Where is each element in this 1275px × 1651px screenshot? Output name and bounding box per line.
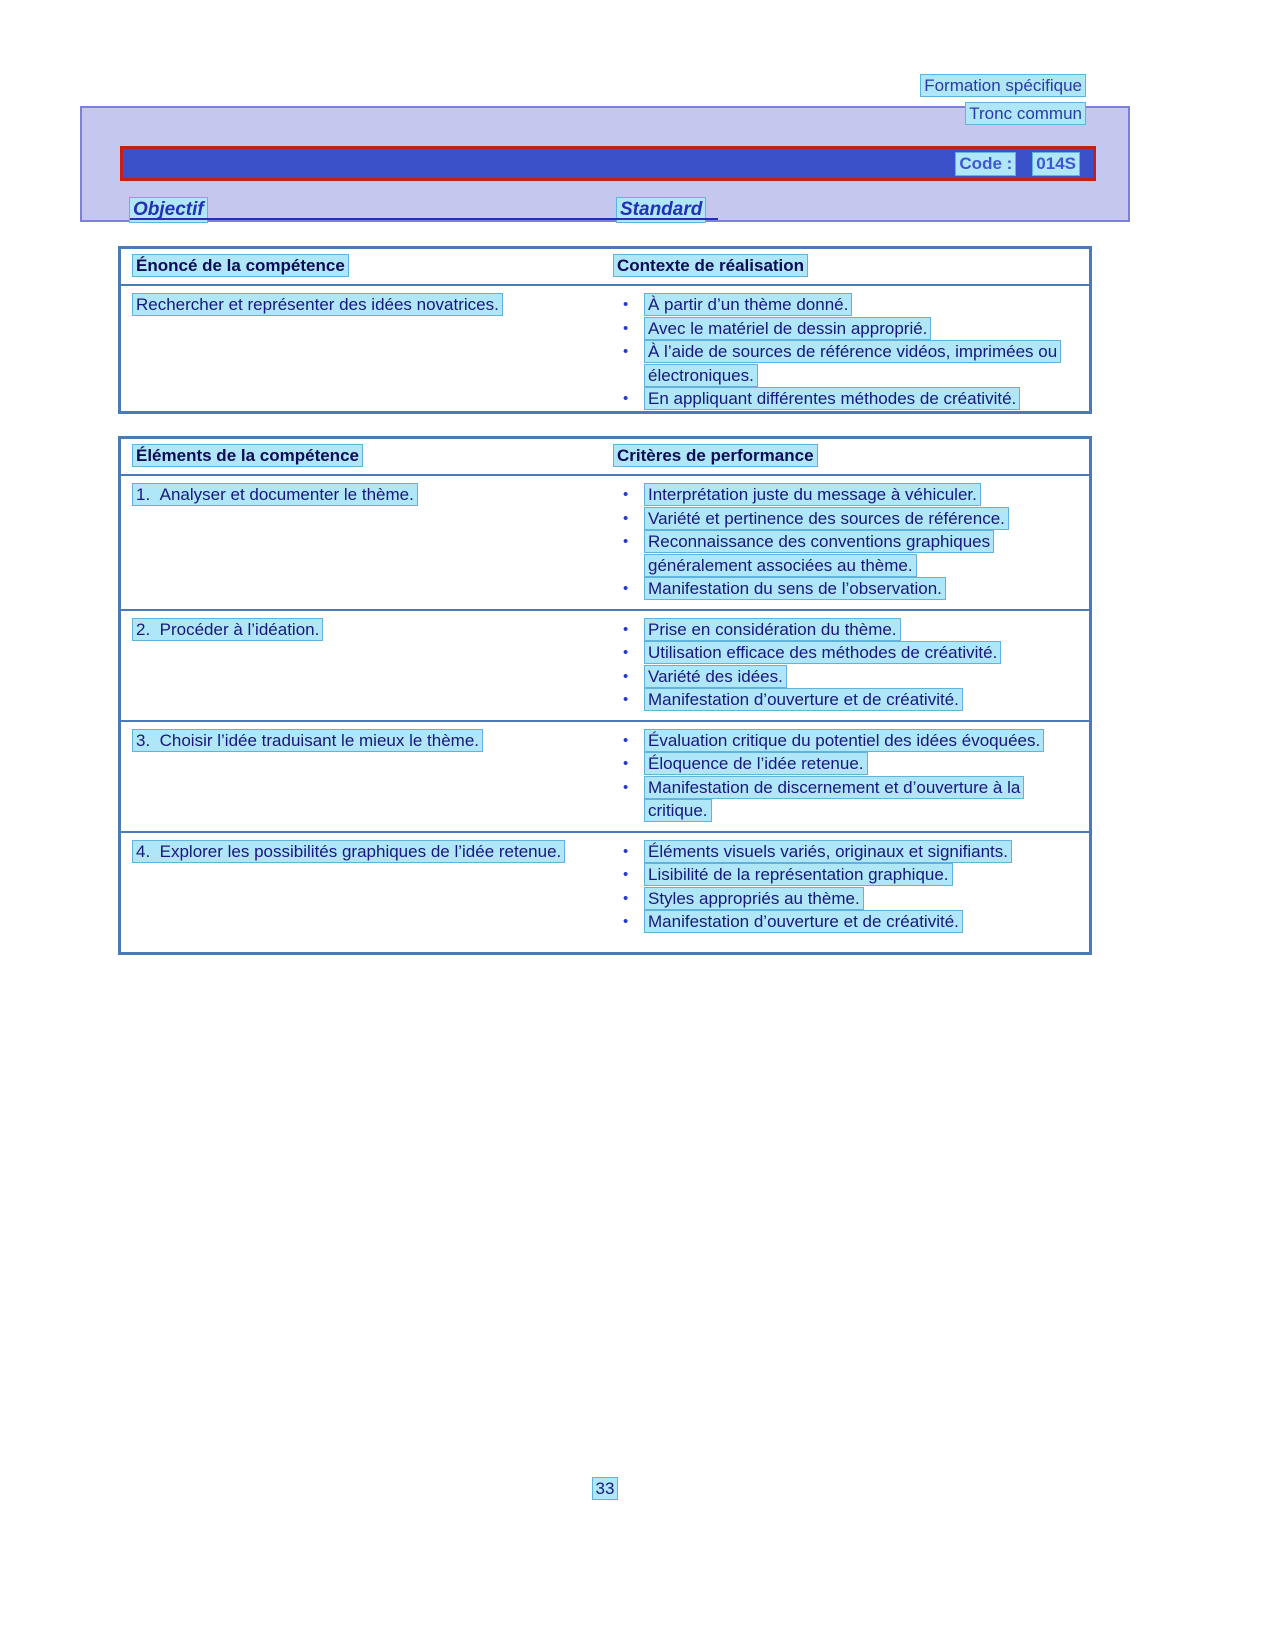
bullet-text (645, 317, 1065, 341)
element-item-text: 4. Explorer les possibilités graphiques de l’idée retenue. (133, 841, 564, 862)
bullet-text-hl: Lisibilité de la représentation graphique. (645, 864, 952, 885)
column-header-enonce (121, 256, 614, 276)
bullet-icon: • (623, 296, 629, 313)
bullet-icon: • (623, 755, 629, 772)
code-value: 014S (1033, 153, 1079, 175)
competence-table-header (121, 249, 1089, 286)
bullet-item (620, 752, 1065, 776)
bullet-text (645, 641, 1065, 665)
bullet-item (620, 665, 1065, 689)
heading-underline (130, 218, 718, 220)
tronc-commun-label: Tronc commun (966, 103, 1085, 124)
bullet-item (620, 688, 1065, 712)
bullet-icon: • (623, 667, 629, 685)
bullet-icon: • (623, 580, 629, 597)
bullet-text-hl: Reconnaissance des conventions graphiques généralement associées au thème. (645, 531, 993, 576)
column-header-criteres-text: Critères de performance (614, 445, 817, 466)
bullet-text (645, 483, 1065, 507)
bullet-text-hl: Prise en considération du thème. (645, 619, 900, 640)
element-item-text: 2. Procéder à l’idéation. (133, 619, 322, 640)
bullet-text-hl: Éloquence de l’idée retenue. (645, 753, 867, 774)
competence-table (118, 246, 1092, 414)
formation-line (921, 72, 1085, 100)
bullet-text (645, 688, 1065, 712)
table-row (121, 720, 1089, 831)
bullet-text-hl: Manifestation d’ouverture et de créativité. (645, 911, 962, 932)
objectif-heading: Objectif (130, 198, 207, 222)
column-header-elements-text: Éléments de la compétence (133, 445, 362, 466)
bullet-list (614, 293, 1089, 411)
bullet-text-hl: Variété des idées. (645, 666, 786, 687)
page-footer (0, 1479, 1210, 1499)
bullet-text-hl: À partir d’un thème donné. (645, 294, 851, 315)
bullet-item (620, 577, 1065, 601)
element-item (121, 840, 614, 934)
bullet-text (645, 577, 1065, 601)
bullet-text-hl: Avec le matériel de dessin approprié. (645, 318, 930, 339)
column-header-contexte (614, 256, 1089, 276)
bullet-item (620, 340, 1065, 387)
bullet-icon: • (623, 842, 629, 860)
bullet-text (645, 729, 1065, 753)
element-item (121, 729, 614, 823)
bullet-text (645, 776, 1065, 823)
bullet-text (645, 887, 1065, 911)
table-row (121, 831, 1089, 942)
table-row (121, 286, 1089, 419)
bullet-item (620, 910, 1065, 934)
bullet-text-hl: Variété et pertinence des sources de référence. (645, 508, 1008, 529)
bullet-item (620, 863, 1065, 887)
competence-item-text: Rechercher et représenter des idées novatrices. (133, 294, 502, 315)
bullet-item (620, 293, 1065, 317)
bullet-text (645, 863, 1065, 887)
bullet-text (645, 530, 1065, 577)
bullet-item (620, 641, 1065, 665)
bullet-icon: • (623, 731, 629, 749)
bullet-text (645, 293, 1065, 317)
tronc-line (921, 100, 1085, 128)
bullet-icon: • (623, 319, 629, 337)
column-header-enonce-text: Énoncé de la compétence (133, 255, 348, 276)
bullet-text-hl: Manifestation de discernement et d’ouverture à la critique. (645, 777, 1023, 822)
column-header-elements (121, 446, 614, 466)
element-item-text: 3. Choisir l’idée traduisant le mieux le thème. (133, 730, 482, 751)
column-header-contexte-text: Contexte de réalisation (614, 255, 807, 276)
bullet-icon: • (623, 620, 629, 638)
bullet-text (645, 840, 1065, 864)
bullet-icon: • (623, 866, 629, 883)
bullet-text (645, 618, 1065, 642)
bullet-icon: • (623, 889, 629, 907)
bullet-icon: • (623, 691, 629, 708)
bullet-icon: • (623, 533, 629, 550)
competence-item (121, 293, 614, 411)
bullet-item (620, 317, 1065, 341)
elements-table (118, 436, 1092, 955)
element-item (121, 618, 614, 712)
bullet-text-hl: Manifestation d’ouverture et de créativité. (645, 689, 962, 710)
bullet-text (645, 665, 1065, 689)
bullet-item (620, 840, 1065, 864)
bullet-list (614, 840, 1089, 934)
bullet-item (620, 776, 1065, 823)
bullet-item (620, 387, 1065, 411)
bullet-item (620, 483, 1065, 507)
bullet-text (645, 340, 1065, 387)
bullet-icon: • (623, 343, 629, 360)
bullet-icon: • (623, 644, 629, 661)
bullet-text-hl: Utilisation efficace des méthodes de créativité. (645, 642, 1000, 663)
bullet-item (620, 729, 1065, 753)
bullet-item (620, 618, 1065, 642)
code-bar (120, 146, 1096, 181)
page-corner-labels (921, 72, 1085, 128)
bullet-list (614, 618, 1089, 712)
bullet-text-hl: Évaluation critique du potentiel des idées évoquées. (645, 730, 1043, 751)
column-header-criteres (614, 446, 1089, 466)
bullet-text (645, 910, 1065, 934)
bullet-text-hl: En appliquant différentes méthodes de créativité. (645, 388, 1019, 409)
bullet-icon: • (623, 913, 629, 930)
bullet-item (620, 507, 1065, 531)
bullet-icon: • (623, 509, 629, 527)
elements-table-header (121, 439, 1089, 476)
table-row (121, 609, 1089, 720)
table-row (121, 476, 1089, 609)
bullet-text (645, 387, 1065, 411)
element-item (121, 483, 614, 601)
bullet-text (645, 507, 1065, 531)
bullet-list (614, 483, 1089, 601)
bullet-icon: • (623, 486, 629, 503)
bullet-text-hl: À l’aide de sources de référence vidéos, imprimées ou électroniques. (645, 341, 1060, 386)
bullet-list (614, 729, 1089, 823)
bullet-text-hl: Interprétation juste du message à véhiculer. (645, 484, 980, 505)
element-item-text: 1. Analyser et documenter le thème. (133, 484, 417, 505)
bullet-item (620, 887, 1065, 911)
bullet-text (645, 752, 1065, 776)
standard-heading: Standard (617, 198, 705, 222)
bullet-text-hl: Manifestation du sens de l’observation. (645, 578, 945, 599)
formation-specifique-label: Formation spécifique (921, 75, 1085, 96)
bullet-item (620, 530, 1065, 577)
page-number: 33 (593, 1478, 618, 1499)
bullet-icon: • (623, 778, 629, 796)
bullet-text-hl: Éléments visuels variés, originaux et signifiants. (645, 841, 1011, 862)
bullet-icon: • (623, 390, 629, 407)
bullet-text-hl: Styles appropriés au thème. (645, 888, 863, 909)
code-label: Code : (956, 153, 1015, 175)
